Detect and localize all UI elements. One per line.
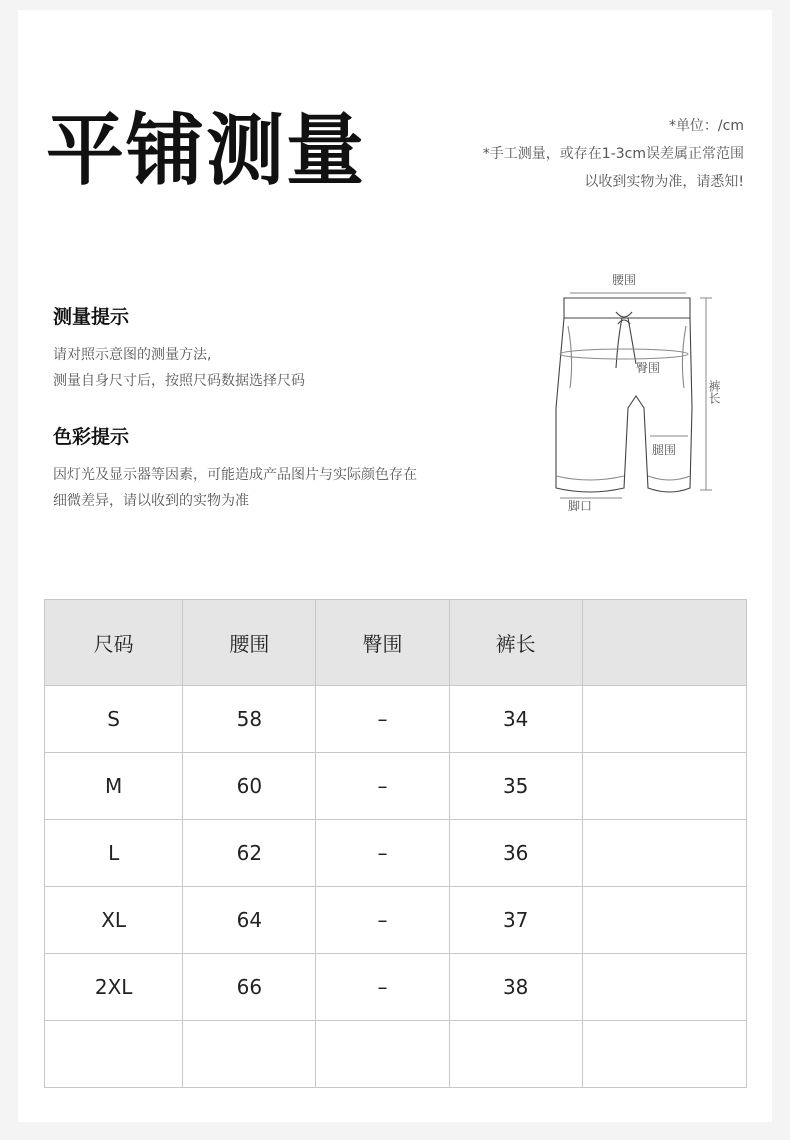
cell-empty (582, 753, 746, 820)
cell-length: 34 (449, 686, 582, 753)
shorts-outline (556, 318, 692, 492)
hip-label: 臀围 (636, 361, 661, 375)
length-label: 裤长 (707, 380, 721, 404)
cell-waist: 58 (183, 686, 316, 753)
unit-note: *单位：/cm (668, 118, 744, 134)
table-row (45, 1021, 747, 1088)
cell-length: 36 (449, 820, 582, 887)
header-size: 尺码 (45, 600, 183, 686)
header-waist: 腰围 (183, 600, 316, 686)
table-row (45, 753, 747, 820)
cell-size: XL (45, 887, 183, 954)
cell-waist: 66 (183, 954, 316, 1021)
color-tip-line: 因灯光及显示器等因素，可能造成产品图片与实际颜色存在 (53, 467, 417, 483)
cell-size (45, 1021, 183, 1088)
cell-waist (183, 1021, 316, 1088)
table-row (45, 686, 747, 753)
table-row (45, 954, 747, 1021)
hem-label: 脚口 (568, 499, 593, 513)
cell-waist: 60 (183, 753, 316, 820)
measure-tip-line: 请对照示意图的测量方法, (53, 347, 212, 363)
color-tip-title: 色彩提示 (53, 426, 130, 448)
waist-label: 腰围 (612, 273, 637, 287)
cell-empty (582, 887, 746, 954)
actual-note: 以收到实物为准，请悉知! (584, 174, 744, 190)
cell-empty (582, 686, 746, 753)
cell-hip: – (316, 820, 449, 887)
error-note: *手工测量，或存在1-3cm误差属正常范围 (482, 146, 744, 162)
shorts-diagram (540, 268, 740, 518)
table-row (45, 887, 747, 954)
cell-size: M (45, 753, 183, 820)
cell-size: S (45, 686, 183, 753)
hip-measure-line (560, 349, 688, 359)
table-header-row (45, 600, 747, 686)
waistband-outline (564, 298, 690, 318)
table-row (45, 820, 747, 887)
cell-hip: – (316, 686, 449, 753)
cell-size: L (45, 820, 183, 887)
header-hip: 臀围 (316, 600, 449, 686)
cell-length: 37 (449, 887, 582, 954)
measurement-notes (483, 112, 744, 196)
measure-tip-text (53, 342, 305, 394)
size-table (44, 599, 747, 1088)
cell-length: 35 (449, 753, 582, 820)
header-length: 裤长 (449, 600, 582, 686)
page-title: 平铺测量 (46, 106, 367, 196)
color-tip-line: 细微差异，请以收到的实物为准 (53, 493, 249, 509)
measure-tip-line: 测量自身尺寸后，按照尺码数据选择尺码 (53, 373, 305, 389)
cell-length (449, 1021, 582, 1088)
cell-hip: – (316, 753, 449, 820)
cell-hip (316, 1021, 449, 1088)
thigh-label: 腿围 (652, 443, 677, 457)
drawstring (616, 318, 636, 368)
cell-empty (582, 954, 746, 1021)
cell-waist: 62 (183, 820, 316, 887)
cell-hip: – (316, 887, 449, 954)
cell-length: 38 (449, 954, 582, 1021)
measure-tip-title: 测量提示 (53, 306, 130, 328)
color-tip-text (53, 462, 417, 514)
cell-hip: – (316, 954, 449, 1021)
cell-waist: 64 (183, 887, 316, 954)
cell-empty (582, 820, 746, 887)
cell-size: 2XL (45, 954, 183, 1021)
header-empty (582, 600, 746, 686)
cell-empty (582, 1021, 746, 1088)
